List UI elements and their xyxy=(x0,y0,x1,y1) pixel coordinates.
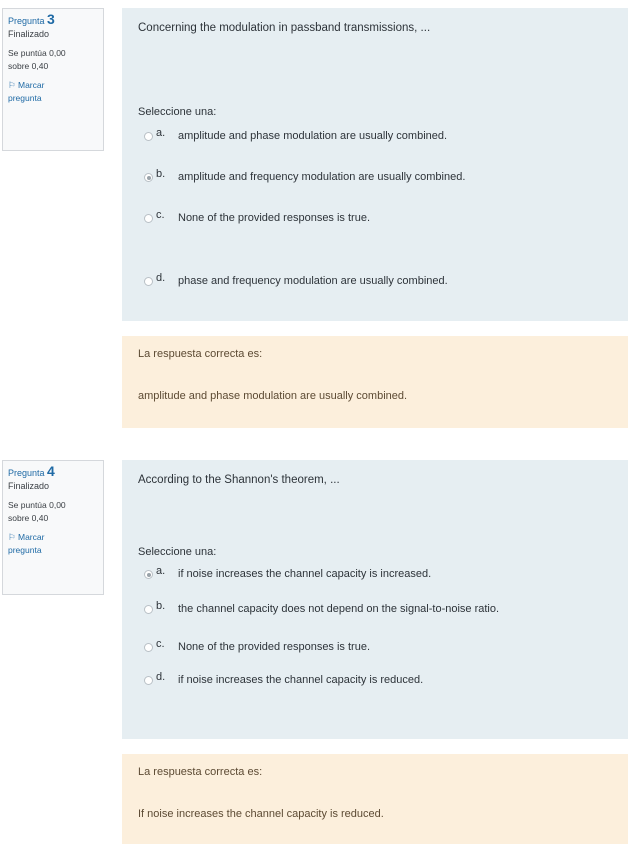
feedback-answer: If noise increases the channel capacity is reduced. xyxy=(138,808,384,820)
answer-option[interactable] xyxy=(144,600,500,615)
grade-line-2: sobre 0,40 xyxy=(8,513,49,523)
question-info-4 xyxy=(2,460,104,595)
radio-icon[interactable] xyxy=(144,214,153,223)
radio-icon[interactable] xyxy=(144,277,153,286)
flag-icon: ⚐ xyxy=(8,532,16,542)
answer-letter: c. xyxy=(156,638,165,650)
radio-icon[interactable] xyxy=(144,570,153,579)
answer-letter: a. xyxy=(156,127,166,139)
answer-letter: d. xyxy=(156,272,166,284)
question-state: Finalizado xyxy=(8,481,50,491)
answer-letter: c. xyxy=(156,209,165,221)
question-feedback-4 xyxy=(122,754,628,844)
answer-option[interactable] xyxy=(144,127,448,142)
feedback-title: La respuesta correcta es: xyxy=(138,348,263,360)
radio-icon[interactable] xyxy=(144,132,153,141)
flag-question-link[interactable] xyxy=(8,79,98,105)
answer-prompt: Seleccione una: xyxy=(138,106,217,118)
feedback-title: La respuesta correcta es: xyxy=(138,766,263,778)
answer-text: if noise increases the channel capacity is increased. xyxy=(178,568,432,580)
question-text: According to the Shannon's theorem, ... xyxy=(138,474,340,486)
answer-option[interactable] xyxy=(144,168,466,183)
answer-text: phase and frequency modulation are usually combined. xyxy=(178,275,448,287)
question-grade xyxy=(8,499,98,525)
answer-text: the channel capacity does not depend on the signal-to-noise ratio. xyxy=(178,603,500,615)
answer-text: amplitude and phase modulation are usually combined. xyxy=(178,130,448,142)
answer-text: None of the provided responses is true. xyxy=(178,212,371,224)
answer-option[interactable] xyxy=(144,209,371,224)
grade-line-2: sobre 0,40 xyxy=(8,61,49,71)
question-info-3 xyxy=(2,8,104,151)
question-number-label: Pregunta xyxy=(8,16,45,26)
answer-prompt: Seleccione una: xyxy=(138,546,217,558)
flag-icon: ⚐ xyxy=(8,80,16,90)
answer-option[interactable] xyxy=(144,565,432,580)
question-text: Concerning the modulation in passband transmissions, ... xyxy=(138,22,431,34)
flag-question-link[interactable] xyxy=(8,531,98,557)
flag-label-line-2: pregunta xyxy=(8,93,42,103)
question-number xyxy=(8,465,98,480)
grade-line-1: Se puntúa 0,00 xyxy=(8,500,66,510)
question-number-value: 3 xyxy=(47,11,55,27)
flag-label-line-1: Marcar xyxy=(18,80,45,90)
answer-letter: b. xyxy=(156,168,166,180)
answer-letter: d. xyxy=(156,671,166,683)
question-number-value: 4 xyxy=(47,463,55,479)
question-formulation-4 xyxy=(122,460,628,739)
answer-option[interactable] xyxy=(144,671,424,686)
radio-icon[interactable] xyxy=(144,643,153,652)
question-grade xyxy=(8,47,98,73)
answer-letter: b. xyxy=(156,600,166,612)
question-formulation-3 xyxy=(122,8,628,321)
question-state: Finalizado xyxy=(8,29,50,39)
answer-option[interactable] xyxy=(144,272,448,287)
flag-label-line-1: Marcar xyxy=(18,532,45,542)
answer-text: amplitude and frequency modulation are usually combined. xyxy=(178,171,466,183)
radio-icon[interactable] xyxy=(144,173,153,182)
radio-icon[interactable] xyxy=(144,676,153,685)
answer-text: if noise increases the channel capacity is reduced. xyxy=(178,674,424,686)
question-number xyxy=(8,13,98,28)
radio-icon[interactable] xyxy=(144,605,153,614)
answer-text: None of the provided responses is true. xyxy=(178,641,371,653)
grade-line-1: Se puntúa 0,00 xyxy=(8,48,66,58)
answer-option[interactable] xyxy=(144,638,371,653)
feedback-answer: amplitude and phase modulation are usually combined. xyxy=(138,390,408,402)
question-feedback-3 xyxy=(122,336,628,428)
answer-letter: a. xyxy=(156,565,166,577)
question-number-label: Pregunta xyxy=(8,468,45,478)
flag-label-line-2: pregunta xyxy=(8,545,42,555)
